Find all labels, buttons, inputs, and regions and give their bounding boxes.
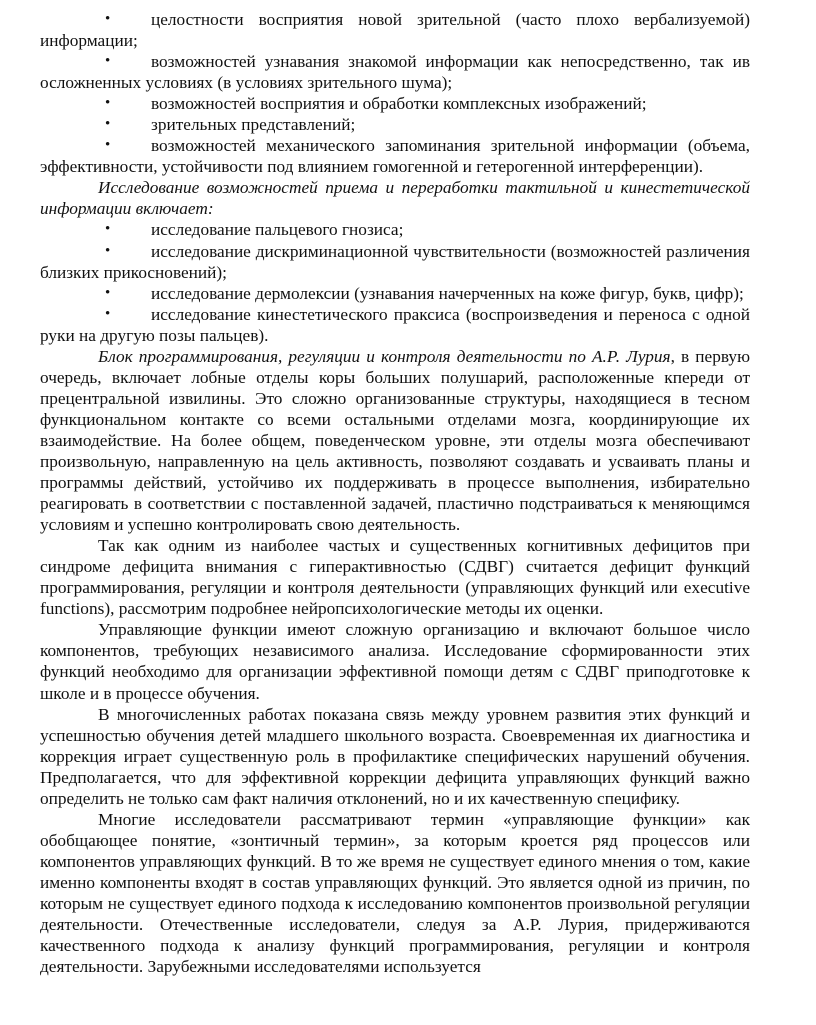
bullet-icon: • (105, 305, 111, 322)
paragraph: Так как одним из наиболее частых и существенных когнитивных дефицитов при синдроме дефицита внимания с гиперактивностью (СДВГ) считается дефицит функций программирования, регуляции и контроля деятельности (управляющих функций или executive functions), рассмотрим подробнее нейропсихологические методы их оценки. (40, 536, 750, 619)
paragraph: Многие исследователи рассматривают термин «управляющие функции» как обобщающее понятие, «зонтичный термин», за которым кроется ряд процессов или компонентов управляющих функций. В то же время не существует единого мнения о том, какие именно компоненты входят в состав управляющих функций. Это является одной из причин, по которым не существует единого подхода к исследованию компонентов произвольной регуляции деятельности. Отечественные исследователи, следуя за А.Р. Лурия, придерживаются качественного подхода к анализу функций программирования, регуляции и контроля деятельности. Зарубежными исследователями используется (40, 809, 750, 977)
list-item (40, 283, 750, 304)
list-item-text: исследование пальцевого гнозиса; (151, 220, 404, 240)
block-text: , в первую очередь, включает лобные отделы коры больших полушарий, расположенные кпереди от прецентральной извилины. Это сложно организованные структуры, находящиеся в тесном функциональном контакте со всеми остальными отделами мозга, координирующие их взаимодействие. На более общем, поведенческом уровне, эти отделы мозга обеспечивают произвольную, направленную на цель активность, позволяют создавать и усваивать планы и программы действий, устойчиво их поддерживать в процессе выполнения, избирательно реагировать в соответствии с поставленной задачей, пластично подстраиваться к меняющимся условиям и успешно контролировать свою деятельность. (40, 346, 750, 535)
list-item (40, 241, 750, 283)
tactile-section-heading: Исследование возможностей приема и переработки тактильной и кинестетической информации включает: (40, 178, 750, 219)
list-item-text: целостности восприятия новой зрительной (часто плохо вербализуемой) информации; (40, 10, 750, 51)
list-item-text: возможностей механического запоминания зрительной информации (объема, эффективности, устойчивости под влиянием гомогенной и гетерогенной интерференции). (40, 136, 750, 177)
paragraph: Управляющие функции имеют сложную организацию и включают большое число компонентов, требующих независимого анализа. Исследование сформированности этих функций необходимо для организации эффективной помощи детям с СДВГ приподготовке к школе и в процессе обучения. (40, 620, 750, 703)
list-item (40, 9, 750, 51)
list-item-text: исследование кинестетического праксиса (воспроизведения и переноса с одной руки на другую позы пальцев). (40, 304, 750, 345)
bullet-icon: • (105, 242, 111, 259)
paragraph: В многочисленных работах показана связь между уровнем развития этих функций и успешностью обучения детей младшего школьного возраста. Своевременная их диагностика и коррекция играет существенную роль в профилактике специфических нарушений обучения. Предполагается, что для эффективной коррекции дефицита управляющих функций важно определить не только сам факт наличия отклонений, но и их качественную специфику. (40, 704, 750, 808)
bullet-icon: • (105, 11, 111, 27)
bullet-icon: • (105, 137, 111, 154)
list-item-text: зрительных представлений; (151, 115, 356, 135)
block-title: Блок программирования, регуляции и контроля деятельности по А.Р. Лурия (98, 346, 671, 366)
list-item-text: исследование дермолексии (узнавания начерченных на коже фигур, букв, цифр); (151, 283, 744, 303)
list-item (40, 114, 750, 135)
list-item-text: возможностей узнавания знакомой информации как непосредственно, так ив осложненных условиях (в условиях зрительного шума); (40, 52, 750, 93)
bullet-icon: • (105, 284, 111, 301)
list-item (40, 51, 750, 93)
list-item (40, 93, 750, 114)
list-item-text: возможностей восприятия и обработки комплексных изображений; (151, 94, 647, 114)
bullet-icon: • (105, 221, 111, 238)
list-item (40, 219, 750, 240)
list-item-text: исследование дискриминационной чувствительности (возможностей различения близких прикосновений); (40, 241, 750, 282)
bullet-icon: • (105, 116, 111, 133)
bullet-icon: • (105, 95, 111, 112)
list-item (40, 135, 750, 177)
bullet-icon: • (105, 53, 111, 70)
list-item (40, 304, 750, 346)
block-paragraph (40, 346, 750, 535)
